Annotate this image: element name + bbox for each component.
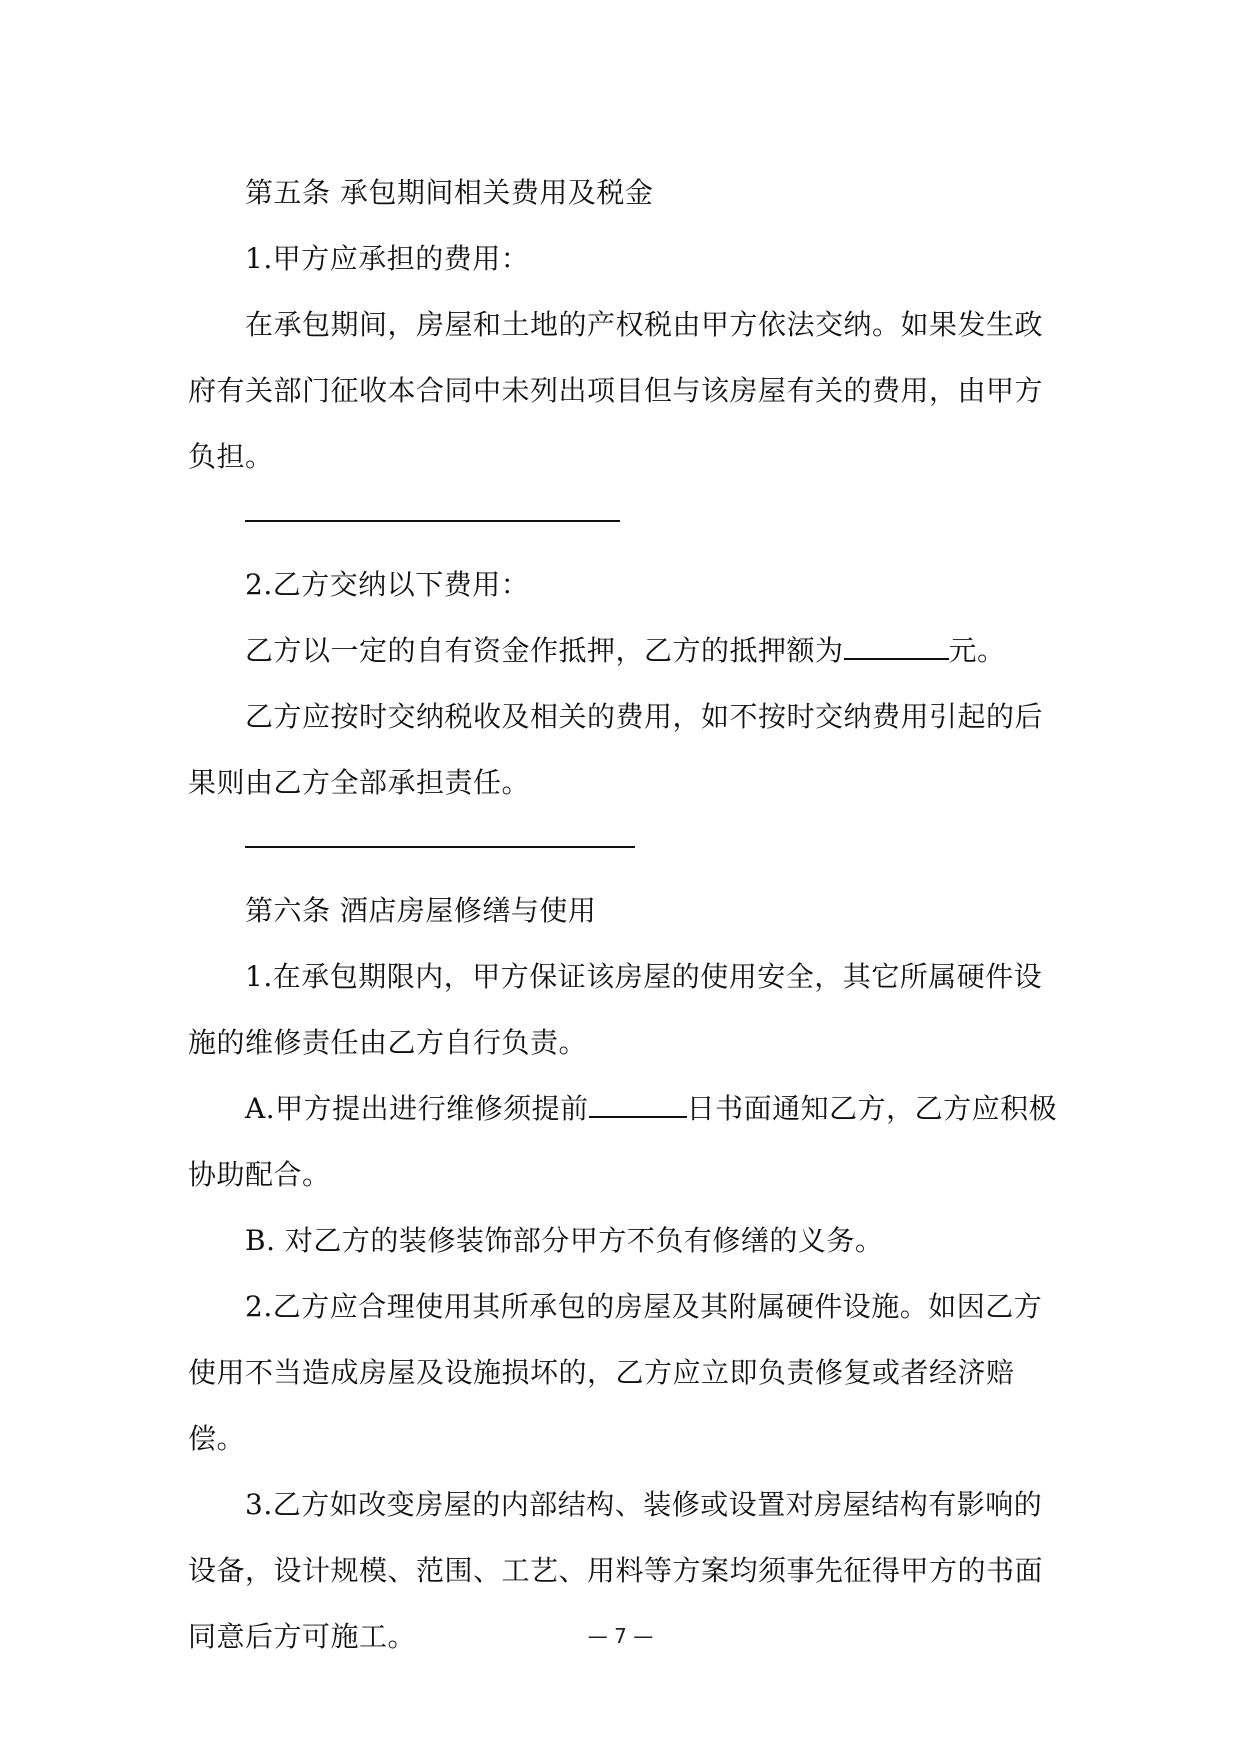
clause-6-2-text: 2.乙方应合理使用其所承包的房屋及其附属硬件设施。如因乙方使用不当造成房屋及设施损坏的，乙方应立即负责修复或者经济赔偿。 (188, 1290, 1043, 1455)
clause-6-1-a (188, 1076, 1058, 1208)
clause-6-3-text: 3.乙方如改变房屋的内部结构、装修或设置对房屋结构有影响的设备，设计规模、范围、工艺、用料等方案均须事先征得甲方的书面同意后方可施工。 (188, 1488, 1044, 1653)
notice-days-blank (589, 1094, 687, 1118)
blank-line (245, 520, 620, 522)
clause-6-1-text: 1.在承包期限内，甲方保证该房屋的使用安全，其它所属硬件设施的维修责任由乙方自行负责。 (188, 960, 1043, 1059)
document-body (188, 160, 1058, 1670)
clause-5-2-heading: 2.乙方交纳以下费用： (245, 568, 530, 601)
blank-line (245, 846, 635, 848)
clause-5-1-heading: 1.甲方应承担的费用： (245, 242, 530, 275)
notice-text: A.甲方提出进行维修须提前 (245, 1092, 589, 1125)
page-number: — 7 — (587, 1624, 654, 1648)
clause-5-2-deposit (188, 618, 1058, 684)
deposit-unit: 元。 (948, 634, 1006, 667)
notice-text-rest: 日书面通知乙方，乙方应积极协助配合。 (188, 1092, 1058, 1191)
clause-5-1-text: 在承包期间，房屋和土地的产权税由甲方依法交纳。如果发生政府有关部门征收本合同中未列出项目但与该房屋有关的费用，由甲方负担。 (188, 308, 1044, 473)
clause-6-1-b: B. 对乙方的装修装饰部分甲方不负有修缮的义务。 (245, 1224, 884, 1257)
article-5-heading: 第五条 承包期间相关费用及税金 (245, 176, 654, 209)
deposit-text: 乙方以一定的自有资金作抵押，乙方的抵押额为 (245, 634, 844, 667)
deposit-amount-blank (844, 636, 949, 660)
article-6-heading: 第六条 酒店房屋修缮与使用 (245, 894, 597, 927)
clause-5-2-tax: 乙方应按时交纳税收及相关的费用，如不按时交纳费用引起的后果则由乙方全部承担责任。 (188, 700, 1044, 799)
